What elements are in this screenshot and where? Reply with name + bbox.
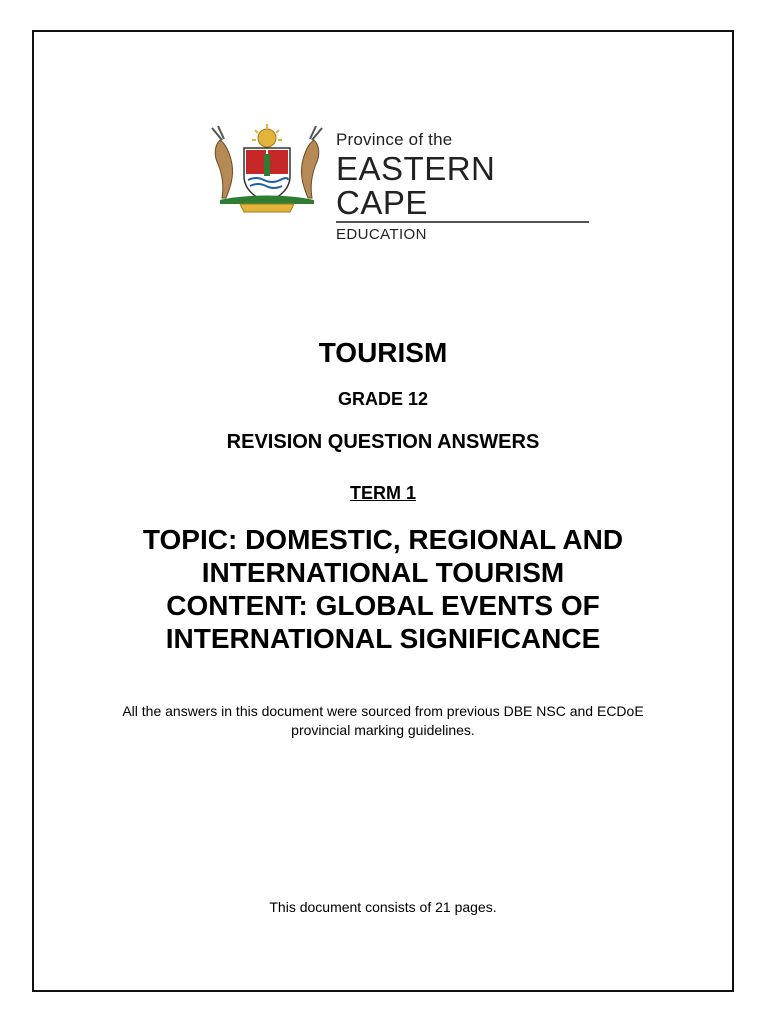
eastern-cape-education-logo [206, 120, 596, 243]
topic-heading [32, 523, 734, 655]
document-subtitle: REVISION QUESTION ANSWERS [226, 431, 540, 453]
logo-province-label: Province of the [336, 130, 453, 149]
logo-wordmark [336, 130, 596, 244]
coat-of-arms-icon [206, 120, 328, 214]
source-note [32, 702, 734, 740]
term-label: TERM 1 [349, 483, 416, 503]
topic-line-1: TOPIC: DOMESTIC, REGIONAL AND [142, 524, 624, 555]
logo-divider [336, 221, 589, 223]
page-count: This document consists of 21 pages. [269, 899, 497, 915]
source-note-line-1: All the answers in this document were sourced from previous DBE NSC and ECDoE [122, 703, 644, 719]
topic-line-4: INTERNATIONAL SIGNIFICANCE [165, 623, 601, 654]
topic-line-3: CONTENT: GLOBAL EVENTS OF [166, 590, 600, 621]
logo-province-name: EASTERN CAPE [336, 150, 496, 221]
grade-label: GRADE 12 [337, 389, 429, 409]
logo-department: EDUCATION [336, 226, 427, 243]
source-note-line-2: provincial marking guidelines. [291, 722, 475, 738]
topic-line-2: INTERNATIONAL TOURISM [201, 557, 565, 588]
document-title: TOURISM [318, 337, 448, 368]
